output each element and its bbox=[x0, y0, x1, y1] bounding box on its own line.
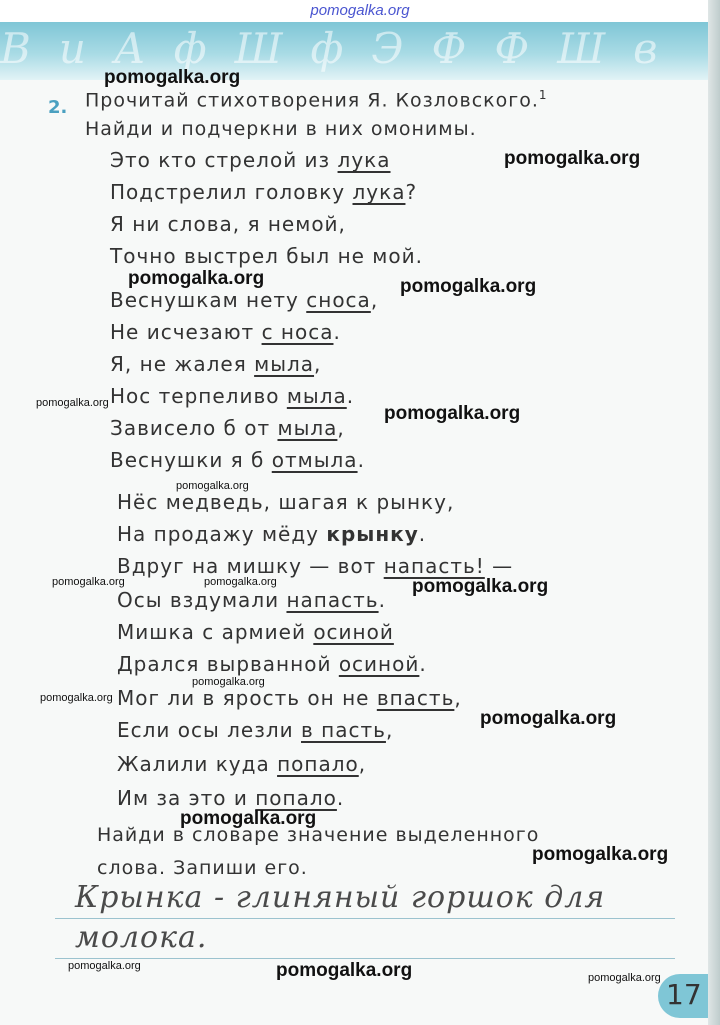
underlined-homonym: с носа bbox=[261, 320, 334, 344]
watermark: pomogalka.org bbox=[68, 960, 141, 972]
poem-line bbox=[110, 244, 423, 268]
underlined-homonym: в пасть bbox=[301, 718, 386, 742]
underlined-homonym: мыла bbox=[277, 416, 338, 440]
poem-line-text: Подстрелил головку bbox=[110, 180, 353, 204]
watermark: pomogalka.org bbox=[400, 276, 537, 297]
poem-line-punctuation: . bbox=[419, 652, 427, 676]
poem-line-text: Не исчезают bbox=[110, 320, 262, 344]
banner-letters-decoration: ВиАфШфЭФФШв bbox=[0, 24, 686, 73]
watermark: pomogalka.org bbox=[504, 148, 641, 169]
poem-line-punctuation: , bbox=[358, 752, 367, 776]
exercise-instruction-line1: Прочитай стихотворения Я. Козловского.$^1$ bbox=[85, 88, 548, 112]
poem-line bbox=[110, 416, 345, 440]
underlined-homonym: попало bbox=[255, 786, 337, 810]
poem-line-text: Осы вздумали bbox=[117, 588, 287, 612]
underlined-homonym: мыла bbox=[254, 352, 315, 376]
poem-line-text: Зависело б от bbox=[110, 416, 278, 440]
poem-line-punctuation: ? bbox=[405, 180, 418, 204]
poem-line bbox=[110, 180, 417, 204]
poem-line-text: Я, не жалея bbox=[110, 352, 255, 376]
dictionary-task-line2: слова. Запиши его. bbox=[97, 857, 308, 879]
poem-line-text: Если осы лезли bbox=[117, 718, 302, 742]
underlined-homonym: попало bbox=[277, 752, 359, 776]
poem-line-punctuation: . bbox=[346, 384, 355, 408]
watermark: pomogalka.org bbox=[176, 480, 249, 492]
poem-line-punctuation: . bbox=[378, 588, 386, 612]
poem-line-text: Мишка с армией bbox=[117, 620, 314, 644]
poem-line-text: Им за это и bbox=[117, 786, 256, 810]
underlined-homonym: осиной bbox=[313, 620, 394, 644]
watermark: pomogalka.org bbox=[36, 397, 109, 409]
poem-line-text: Веснушки я б bbox=[110, 448, 272, 472]
watermark: pomogalka.org bbox=[532, 844, 669, 865]
watermark: pomogalka.org bbox=[104, 67, 241, 88]
watermark: pomogalka.org bbox=[412, 576, 549, 597]
watermark: pomogalka.org bbox=[180, 808, 317, 829]
poem-line-text: Это кто стрелой из bbox=[110, 148, 338, 172]
watermark: pomogalka.org bbox=[40, 692, 113, 704]
poem-line bbox=[110, 148, 391, 172]
poem-line-text: Точно выстрел был не мой. bbox=[110, 244, 423, 268]
poem-line-text: Жалили куда bbox=[117, 752, 278, 776]
poem-line bbox=[110, 320, 341, 344]
handwritten-answer-line1: Крынка - глиняный горшок для bbox=[75, 880, 606, 915]
poem-line bbox=[117, 588, 386, 612]
poem-line bbox=[117, 718, 393, 742]
poem-line-punctuation: . bbox=[336, 786, 345, 810]
page-number-badge bbox=[658, 974, 708, 1018]
underlined-homonym: мыла bbox=[286, 384, 347, 408]
page-edge bbox=[708, 0, 720, 1025]
poem-line-punctuation: , bbox=[370, 288, 379, 312]
poem-line-text: Дрался вырванной bbox=[117, 652, 339, 676]
poem-line-text: Мог ли в ярость он не bbox=[117, 686, 377, 710]
watermark: pomogalka.org bbox=[384, 403, 521, 424]
poem-line-punctuation: , bbox=[385, 718, 394, 742]
poem-line bbox=[117, 786, 344, 810]
underlined-homonym: впасть bbox=[376, 686, 455, 710]
poem-line bbox=[110, 384, 354, 408]
poem-line bbox=[117, 490, 454, 514]
exercise-instruction-line2: Найди и подчеркни в них омонимы. bbox=[85, 118, 477, 140]
underlined-homonym: лука bbox=[352, 180, 406, 204]
poem-line-punctuation: , bbox=[337, 416, 345, 440]
poem-line-text: Вдруг на мишку — вот bbox=[117, 554, 384, 578]
writing-line-2 bbox=[55, 958, 675, 959]
watermark: pomogalka.org bbox=[204, 576, 277, 588]
poem-line bbox=[117, 522, 426, 546]
poem-line-punctuation: , bbox=[314, 352, 322, 376]
poem-line-punctuation: . bbox=[333, 320, 341, 344]
underlined-homonym: лука bbox=[337, 148, 391, 172]
poem-line-punctuation: , bbox=[454, 686, 462, 710]
poem-line-text: Я ни слова, я немой, bbox=[110, 212, 346, 236]
underlined-homonym: отмыла bbox=[271, 448, 358, 472]
underlined-homonym: напасть bbox=[286, 588, 379, 612]
watermark: pomogalka.org bbox=[588, 972, 661, 984]
poem-line-text: Нос терпеливо bbox=[110, 384, 287, 408]
exercise-number: 2. bbox=[48, 97, 68, 118]
poem-line bbox=[110, 212, 346, 236]
dictionary-task-line1: Найди в словаре значение выделенного bbox=[97, 824, 540, 846]
footnote-mark: 1 bbox=[538, 88, 548, 102]
poem-line bbox=[117, 620, 394, 644]
poem-line bbox=[110, 448, 365, 472]
watermark: pomogalka.org bbox=[52, 576, 125, 588]
poem-line-text: Веснушкам нету bbox=[110, 288, 307, 312]
poem-line bbox=[117, 686, 462, 710]
page-number: 17 bbox=[666, 978, 702, 1011]
watermark: pomogalka.org bbox=[192, 676, 265, 688]
underlined-homonym: осиной bbox=[338, 652, 420, 676]
poem-line-punctuation: — bbox=[484, 554, 514, 578]
watermark: pomogalka.org bbox=[480, 708, 617, 729]
watermark-top: pomogalka.org bbox=[310, 2, 410, 19]
poem-line bbox=[110, 352, 321, 376]
highlighted-word: крынку bbox=[326, 522, 419, 546]
poem-line-punctuation: . bbox=[357, 448, 365, 472]
watermark: pomogalka.org bbox=[276, 960, 413, 981]
underlined-homonym: напасть! bbox=[383, 554, 485, 578]
handwritten-answer-line2: молока. bbox=[75, 920, 208, 955]
writing-line-1 bbox=[55, 918, 675, 919]
poem-line bbox=[117, 752, 366, 776]
watermark: pomogalka.org bbox=[128, 268, 265, 289]
poem-line-text: Нёс медведь, шагая к рынку, bbox=[117, 490, 455, 514]
underlined-homonym: сноса bbox=[306, 288, 371, 312]
poem-line-text: На продажу мёду bbox=[117, 522, 327, 546]
poem-line-punctuation: . bbox=[418, 522, 427, 546]
poem-line bbox=[117, 652, 427, 676]
poem-line bbox=[117, 554, 513, 578]
poem-line bbox=[110, 288, 378, 312]
